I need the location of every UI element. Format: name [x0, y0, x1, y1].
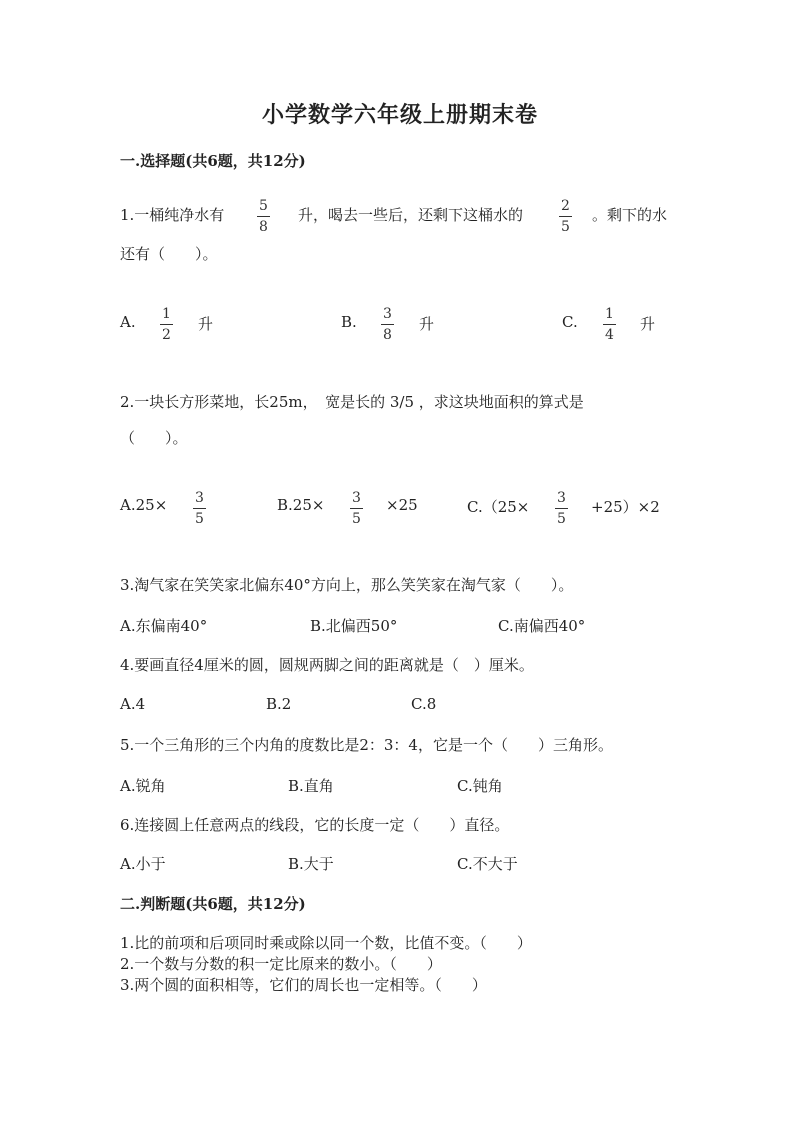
q2-text: 2.一块长方形菜地，长25m， 宽是长的 3/5 ，求这块地面积的算式是	[120, 393, 584, 411]
q1-fraction-remaining	[559, 198, 572, 235]
fraction-numerator: 3	[195, 490, 204, 506]
fraction-denominator: 8	[383, 327, 392, 343]
judgement-item: 1.比的前项和后项同时乘或除以同一个数，比值不变。（ ）	[120, 934, 532, 952]
q1-text-blank: 还有（ ）。	[120, 245, 218, 263]
fraction-bar	[160, 324, 173, 325]
q1-fraction-total	[257, 198, 270, 235]
q4-option-a: A.4	[120, 695, 146, 713]
fraction-numerator: 2	[561, 198, 570, 214]
q2-option-b-suffix: ×25	[386, 496, 418, 514]
q2-text-blank: （ ）。	[120, 429, 188, 447]
fraction-denominator: 5	[352, 511, 361, 527]
fraction-numerator: 3	[557, 490, 566, 506]
fraction-bar	[350, 508, 363, 509]
q1-text-start: 1.一桶纯净水有	[120, 206, 225, 224]
q5-text: 5.一个三角形的三个内角的度数比是2：3：4，它是一个（ ）三角形。	[120, 736, 613, 754]
fraction-bar	[193, 508, 206, 509]
q1-text-middle: 升，喝去一些后，还剩下这桶水的	[298, 206, 524, 224]
q3-option-c: C.南偏西40°	[498, 617, 586, 635]
q1-option-c-fraction	[603, 306, 616, 343]
q2-option-b-prefix: B.25×	[277, 496, 325, 514]
fraction-numerator: 1	[162, 306, 171, 322]
q1-option-c-label: C.	[562, 313, 578, 331]
fraction-numerator: 1	[605, 306, 614, 322]
q1-option-a-fraction	[160, 306, 173, 343]
q5-option-a: A.锐角	[120, 777, 166, 795]
page-title: 小学数学六年级上册期末卷	[261, 102, 538, 128]
q1-option-b-unit: 升	[419, 315, 435, 333]
q1-text-end: 。剩下的水	[592, 206, 668, 224]
q6-option-a: A.小于	[120, 855, 166, 873]
fraction-denominator: 5	[557, 511, 566, 527]
q2-option-a-fraction	[193, 490, 206, 527]
fraction-bar	[559, 216, 572, 217]
fraction-numerator: 3	[352, 490, 361, 506]
fraction-denominator: 5	[561, 219, 570, 235]
q3-option-a: A.东偏南40°	[120, 617, 208, 635]
section-heading-choice: 一.选择题(共6题，共12分)	[120, 152, 306, 170]
q5-option-b: B.直角	[288, 777, 334, 795]
fraction-bar	[603, 324, 616, 325]
q5-option-c: C.钝角	[457, 777, 503, 795]
q2-option-c-fraction	[555, 490, 568, 527]
fraction-bar	[555, 508, 568, 509]
fraction-denominator: 8	[259, 219, 268, 235]
q1-option-a-label: A.	[120, 313, 136, 331]
fraction-bar	[257, 216, 270, 217]
judgement-item: 2.一个数与分数的积一定比原来的数小。（ ）	[120, 955, 442, 973]
fraction-numerator: 5	[259, 198, 268, 214]
q2-option-c-prefix: C.（25×	[467, 498, 530, 516]
q1-option-b-fraction	[381, 306, 394, 343]
section-heading-judgement: 二.判断题(共6题，共12分)	[120, 895, 306, 913]
fraction-denominator: 2	[162, 327, 171, 343]
q2-option-c-suffix: +25）×2	[591, 498, 660, 516]
q6-text: 6.连接圆上任意两点的线段，它的长度一定（ ）直径。	[120, 816, 510, 834]
q1-option-c-unit: 升	[640, 315, 656, 333]
q3-text: 3.淘气家在笑笑家北偏东40°方向上，那么笑笑家在淘气家（ ）。	[120, 576, 574, 594]
judgement-item: 3.两个圆的面积相等，它们的周长也一定相等。（ ）	[120, 976, 487, 994]
q4-option-c: C.8	[411, 695, 437, 713]
q2-option-b-fraction	[350, 490, 363, 527]
q6-option-c: C.不大于	[457, 855, 518, 873]
fraction-bar	[381, 324, 394, 325]
fraction-denominator: 5	[195, 511, 204, 527]
q2-option-a-prefix: A.25×	[120, 496, 168, 514]
q4-option-b: B.2	[266, 695, 292, 713]
q1-option-a-unit: 升	[198, 315, 214, 333]
q6-option-b: B.大于	[288, 855, 334, 873]
q4-text: 4.要画直径4厘米的圆，圆规两脚之间的距离就是（ ）厘米。	[120, 656, 534, 674]
q1-option-b-label: B.	[341, 313, 357, 331]
q3-option-b: B.北偏西50°	[310, 617, 398, 635]
fraction-denominator: 4	[605, 327, 614, 343]
fraction-numerator: 3	[383, 306, 392, 322]
